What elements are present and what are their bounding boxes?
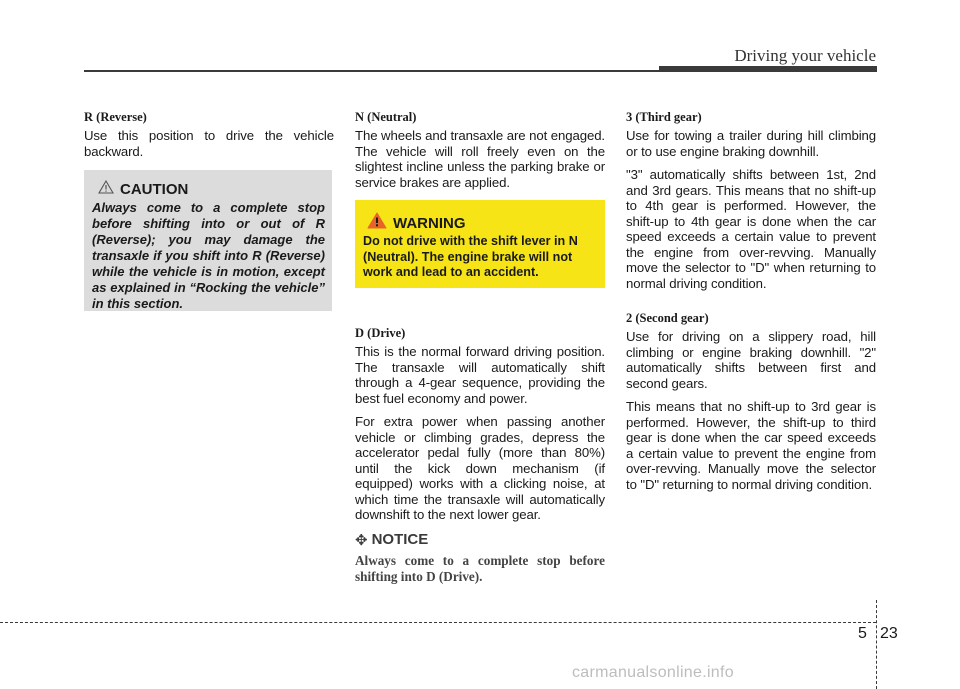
column-2 [355,110,605,585]
reverse-heading: R (Reverse) [84,110,147,124]
drive-paragraph-2: For extra power when passing another vehicle or climbing grades, depress the accelerator pedal fully (more than 80%) until the kick down mechanism (if equipped) works with a clicking noise, at which time the transaxle will automatically downshift to the next lower gear. [355,414,605,522]
chapter-number: 5 [858,625,867,642]
third-gear-paragraph-2: "3" automatically shifts between 1st, 2nd and 3rd gears. This means that no shift-up to 4th gear is performed. However, the shift-up to 4th gear is done when the car speed exceeds a certain value to prevent the engine from over-revving. Manually move the selector to "D" when returning to normal driving condition. [626,167,876,291]
second-gear-paragraph-1: Use for driving on a slippery road, hill climbing or engine braking downhill. "2" automatically shifts between first and second gears. [626,329,876,391]
drive-paragraph-1: This is the normal forward driving position. The transaxle will automatically shift through a 4-gear sequence, providing the best fuel economy and power. [355,344,605,406]
warning-box [355,200,605,288]
notice-label: NOTICE [371,531,429,548]
watermark: carmanualsonline.info [572,664,734,681]
second-gear-paragraph-2: This means that no shift-up to 3rd gear is performed. However, the shift-up to third gear is done when the car speed exceeds a certain value to prevent the engine from over-revving. Manually move the selector to "D" returning to normal driving condition. [626,399,876,492]
drive-heading: D (Drive) [355,326,406,340]
third-gear-paragraph-1: Use for towing a trailer during hill climbing or to use engine braking downhill. [626,128,876,159]
footer-rule [0,622,876,623]
caution-label: CAUTION [120,181,189,198]
footer-divider-line [876,600,877,689]
header-rule-accent [659,66,877,72]
reverse-paragraph: Use this position to drive the vehicle backward. [84,128,334,159]
notice-header [355,531,605,549]
neutral-paragraph: The wheels and transaxle are not engaged. The vehicle will roll freely even on the slightest incline unless the parking brake or service brakes are applied. [355,128,605,190]
warning-header [367,212,466,234]
warning-triangle-icon [98,180,114,199]
column-3 [626,110,876,500]
warning-label: WARNING [393,214,466,232]
caution-header [98,180,188,199]
column-1 [84,110,334,167]
page-number: 23 [880,625,898,642]
third-gear-heading: 3 (Third gear) [626,110,702,124]
section-header-title: Driving your vehicle [734,46,876,65]
second-gear-heading: 2 (Second gear) [626,311,709,325]
notice-star-icon: ✥ [355,531,368,549]
notice-text: Always come to a complete stop before shifting into D (Drive). [355,552,605,584]
caution-box [84,170,332,311]
caution-text: Always come to a complete stop before shifting into or out of R (Reverse); you may damage the transaxle if you shift into R (Reverse) while the vehicle is in motion, except as explained in “Rocking the vehicle” in this section. [92,200,325,311]
section-gap [626,299,876,311]
warning-text: Do not drive with the shift lever in N (Neutral). The engine brake will not work and lead to an accident. [363,234,578,279]
warning-triangle-icon [367,212,387,234]
neutral-heading: N (Neutral) [355,110,417,124]
header-rule [84,70,659,72]
